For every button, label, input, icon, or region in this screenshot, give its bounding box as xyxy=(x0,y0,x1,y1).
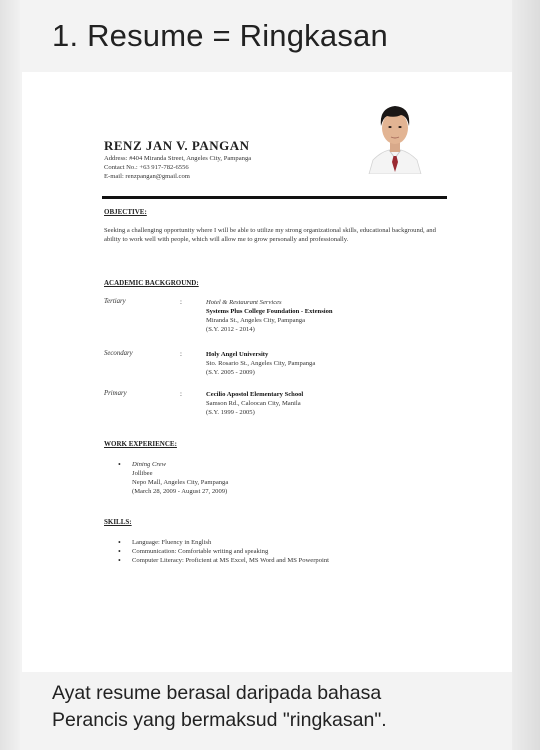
caption-line-2: Perancis yang bermaksud "ringkasan". xyxy=(52,709,387,731)
education-address: Miranda St., Angeles City, Pampanga xyxy=(206,317,306,324)
work-company: Jollibee xyxy=(132,470,153,477)
profile-photo xyxy=(367,96,423,174)
objective-heading: OBJECTIVE: xyxy=(104,208,147,216)
education-years: (S.Y. 2005 - 2009) xyxy=(206,369,255,376)
education-colon: : xyxy=(180,390,182,398)
work-dates: (March 28, 2009 - August 27, 2009) xyxy=(132,488,228,495)
resume-name: RENZ JAN V. PANGAN xyxy=(104,138,250,153)
work-heading: WORK EXPERIENCE: xyxy=(104,440,177,448)
education-level-secondary: Secondary xyxy=(104,350,133,357)
education-entry-secondary xyxy=(206,350,315,377)
caption-line-1: Ayat resume berasal daripada bahasa xyxy=(52,682,382,704)
education-entry-tertiary xyxy=(206,298,333,334)
caption xyxy=(52,680,502,734)
slide-title: 1. Resume = Ringkasan xyxy=(52,18,388,53)
phone-line: Contact No.: +63 917-782-6556 xyxy=(104,164,189,171)
work-position: • Dining Crew xyxy=(132,461,167,468)
header-divider xyxy=(102,196,447,199)
work-item xyxy=(118,460,228,496)
skill-item: • Language: Fluency in English xyxy=(118,538,329,547)
skills-list xyxy=(118,538,329,565)
work-list xyxy=(118,460,228,496)
objective-text: Seeking a challenging opportunity where I will be able to utilize my strong organizational skills, educational background, and ability to work well with people, which will allow me to grow personally and professionally. xyxy=(104,227,436,243)
education-colon: : xyxy=(180,298,182,306)
resume-page xyxy=(22,72,512,672)
work-location: Nepo Mall, Angeles City, Pampanga xyxy=(132,479,229,486)
education-level-primary: Primary xyxy=(104,390,127,397)
skill-item: • Computer Literacy: Proficient at MS Excel, MS Word and MS Powerpoint xyxy=(118,556,329,565)
education-colon: : xyxy=(180,350,182,358)
education-years: (S.Y. 2012 - 2014) xyxy=(206,326,255,333)
education-school: Cecilio Apostol Elementary School xyxy=(206,391,304,398)
address-line: Address: #404 Miranda Street, Angeles City, Pampanga xyxy=(104,155,252,162)
profile-photo-image xyxy=(367,96,423,174)
skills-heading: SKILLS: xyxy=(104,518,132,526)
education-address: Sto. Rosario St., Angeles City, Pampanga xyxy=(206,360,316,367)
education-school: Systems Plus College Foundation - Extension xyxy=(206,308,333,315)
academic-heading: ACADEMIC BACKGROUND: xyxy=(104,279,199,287)
skill-item: • Communication: Comfortable writing and speaking xyxy=(118,547,329,556)
contact-details xyxy=(104,154,251,181)
email-line: E-mail: renzpangan@gmail.com xyxy=(104,173,190,180)
education-school: Holy Angel University xyxy=(206,351,269,358)
education-years: (S.Y. 1999 - 2005) xyxy=(206,409,255,416)
education-entry-primary xyxy=(206,390,303,417)
right-edge-shadow xyxy=(512,0,540,750)
education-level-tertiary: Tertiary xyxy=(104,298,126,305)
left-edge-shadow xyxy=(0,0,20,750)
education-course: Hotel & Restaurant Services xyxy=(206,299,282,306)
education-address: Samson Rd., Caloocan City, Manila xyxy=(206,400,301,407)
